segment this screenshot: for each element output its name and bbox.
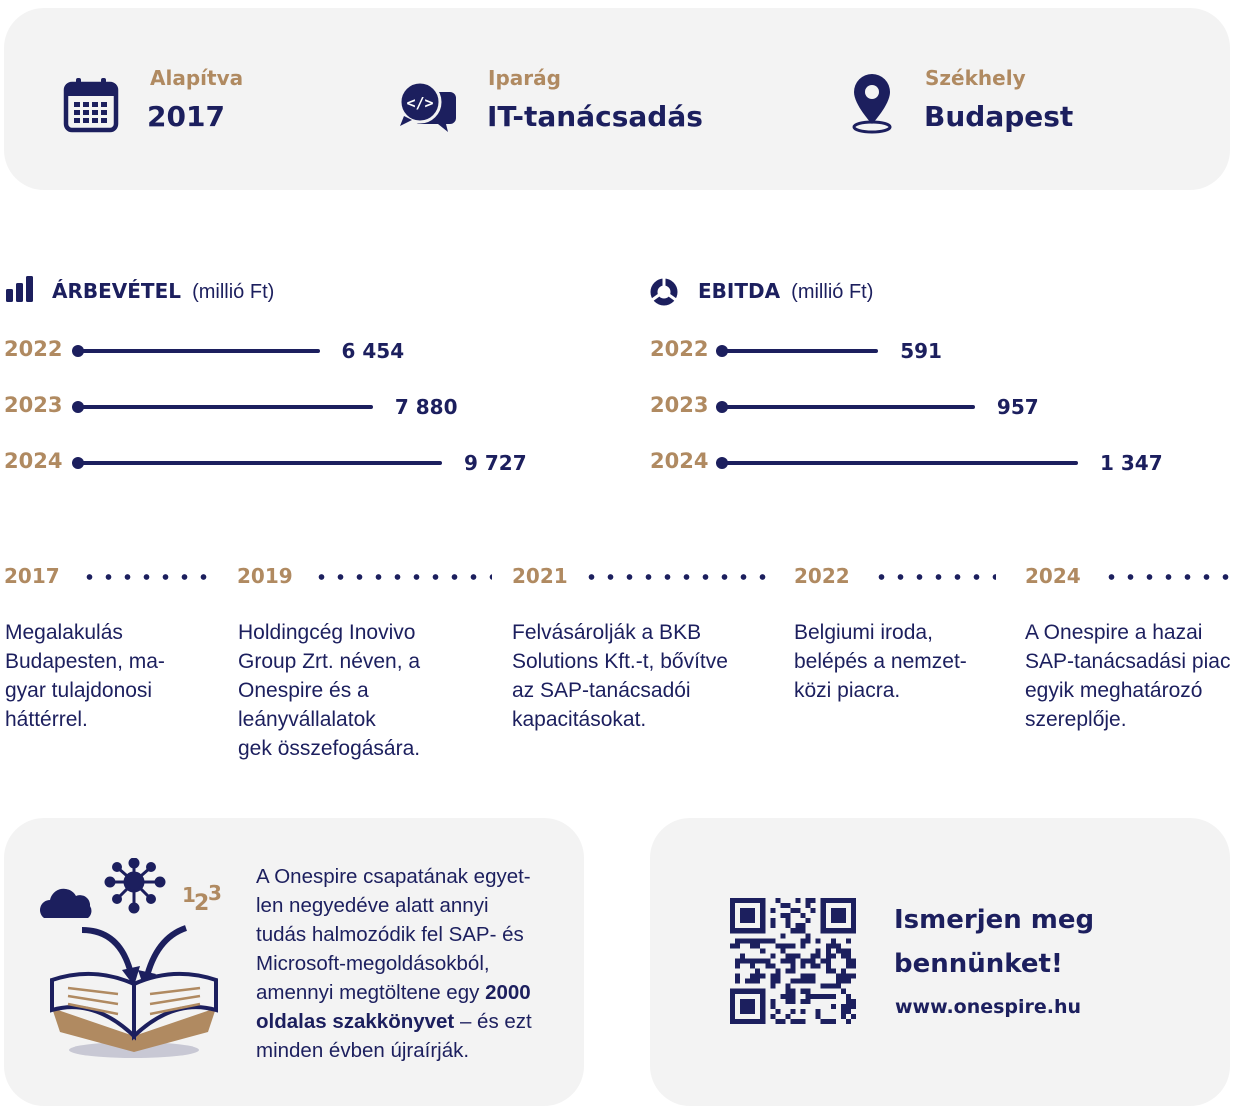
- knowledge-line: [256, 1007, 576, 1036]
- chart-bar: [78, 461, 442, 465]
- knowledge-highlight: oldalas szakkönyvet: [256, 1010, 455, 1033]
- knowledge-line: [256, 978, 576, 1007]
- knowledge-line: minden évben újraírják.: [256, 1039, 470, 1062]
- founded-value: 2017: [147, 100, 225, 133]
- knowledge-text-fragment: – és ezt: [454, 1010, 532, 1033]
- timeline-dots: [312, 574, 492, 580]
- timeline-line: Holdingcég Inovivo: [238, 621, 416, 644]
- chart-bar: [722, 405, 975, 409]
- qr-code[interactable]: [730, 898, 856, 1024]
- chart-value-label: 1 347: [1100, 451, 1163, 475]
- timeline-line: Onespire és a leányvállalatok: [238, 679, 376, 731]
- chart-value-label: 957: [996, 395, 1039, 419]
- timeline-year: 2024: [1025, 564, 1081, 588]
- chart-year-label: 2023: [650, 393, 709, 417]
- timeline-text: [238, 618, 488, 763]
- ebitda-title: EBITDA: [698, 279, 781, 303]
- timeline-year: 2017: [4, 564, 60, 588]
- knowledge-line: len negyedéve alatt annyi: [256, 894, 489, 917]
- chart-bar: [78, 349, 320, 353]
- chart-value-label: 591: [900, 339, 942, 363]
- svg-text:2: 2: [194, 891, 210, 916]
- ebitda-heading: [698, 279, 873, 304]
- timeline-text: [1025, 618, 1231, 734]
- chart-year-label: 2022: [650, 337, 709, 361]
- chart-year-label: 2023: [4, 393, 63, 417]
- svg-text:</>: </>: [406, 94, 434, 112]
- chart-bar: [78, 405, 373, 409]
- chart-year-label: 2022: [4, 337, 63, 361]
- knowledge-line: A Onespire csapatának egyet-: [256, 865, 531, 888]
- timeline-line: Megalakulás: [5, 621, 123, 644]
- knowledge-line: Microsoft-megoldásokból,: [256, 952, 490, 975]
- timeline-line: Group Zrt. néven, a: [238, 650, 421, 673]
- timeline-line: gek összefogására.: [238, 737, 421, 760]
- timeline-line: SAP-tanácsadási piac: [1025, 650, 1231, 673]
- timeline-line: háttérrel.: [5, 708, 88, 731]
- timeline-line: az SAP-tanácsadói: [512, 679, 691, 702]
- bar-chart-icon: [6, 276, 34, 302]
- timeline-line: egyik meghatározó: [1025, 679, 1203, 702]
- timeline-line: közi piacra.: [794, 679, 901, 702]
- hq-value: Budapest: [924, 100, 1074, 133]
- knowledge-text: [256, 862, 576, 1065]
- timeline-line: gyar tulajdonosi: [5, 679, 153, 702]
- knowledge-highlight: 2000: [485, 981, 531, 1004]
- contact-card: [650, 818, 1230, 1106]
- svg-text:3: 3: [208, 881, 222, 905]
- timeline-year: 2022: [794, 564, 850, 588]
- timeline-line: A Onespire a hazai: [1025, 621, 1203, 644]
- company-facts-card: [4, 8, 1230, 190]
- chart-value-label: 9 727: [464, 451, 527, 475]
- ebitda-unit: (millió Ft): [791, 281, 874, 303]
- code-chat-icon: [398, 78, 458, 134]
- chart-bar: [722, 461, 1078, 465]
- industry-label: Iparág: [488, 66, 561, 90]
- knowledge-text-fragment: amennyi megtöltene egy: [256, 981, 486, 1004]
- timeline-year: 2019: [237, 564, 293, 588]
- pie-chart-icon: [650, 278, 678, 306]
- timeline-text: [794, 618, 1004, 705]
- ebitda-chart: [646, 330, 1233, 480]
- chart-year-label: 2024: [650, 449, 709, 473]
- location-pin-icon: [850, 72, 894, 134]
- revenue-unit: (millió Ft): [192, 281, 275, 303]
- website-link[interactable]: www.onespire.hu: [895, 996, 1082, 1018]
- timeline-line: kapacitásokat.: [512, 708, 647, 731]
- timeline-dots: [582, 574, 772, 580]
- contact-heading-line: Ismerjen meg: [894, 905, 1095, 935]
- chart-bar: [722, 349, 878, 353]
- timeline-line: Belgiumi iroda,: [794, 621, 933, 644]
- knowledge-card: [4, 818, 584, 1106]
- timeline-line: Budapesten, ma-: [5, 650, 165, 673]
- timeline-line: szereplője.: [1025, 708, 1127, 731]
- timeline-dots: [80, 574, 214, 580]
- timeline-line: Felvásárolják a BKB: [512, 621, 702, 644]
- timeline-dots: [872, 574, 996, 580]
- chart-year-label: 2024: [4, 449, 63, 473]
- chart-value-label: 7 880: [394, 395, 458, 419]
- svg-text:1: 1: [182, 883, 196, 907]
- timeline-dots: [1102, 574, 1232, 580]
- calendar-icon: [62, 76, 120, 134]
- contact-heading-line: bennünket!: [894, 949, 1063, 979]
- timeline-year: 2021: [512, 564, 568, 588]
- contact-heading: [894, 898, 1094, 986]
- timeline-text: [512, 618, 772, 734]
- timeline-line: belépés a nemzet-: [794, 650, 967, 673]
- revenue-title: ÁRBEVÉTEL: [52, 279, 181, 303]
- chart-value-label: 6 454: [341, 339, 405, 363]
- open-book-illustration: [34, 858, 234, 1068]
- industry-value: IT-tanácsadás: [487, 100, 703, 133]
- timeline-line: Solutions Kft.-t, bővítve: [512, 650, 728, 673]
- knowledge-line: tudás halmozódik fel SAP- és: [256, 923, 524, 946]
- hq-label: Székhely: [925, 66, 1026, 90]
- revenue-chart: [0, 330, 600, 480]
- timeline-text: [5, 618, 215, 734]
- founded-label: Alapítva: [150, 66, 244, 90]
- revenue-heading: [52, 279, 274, 304]
